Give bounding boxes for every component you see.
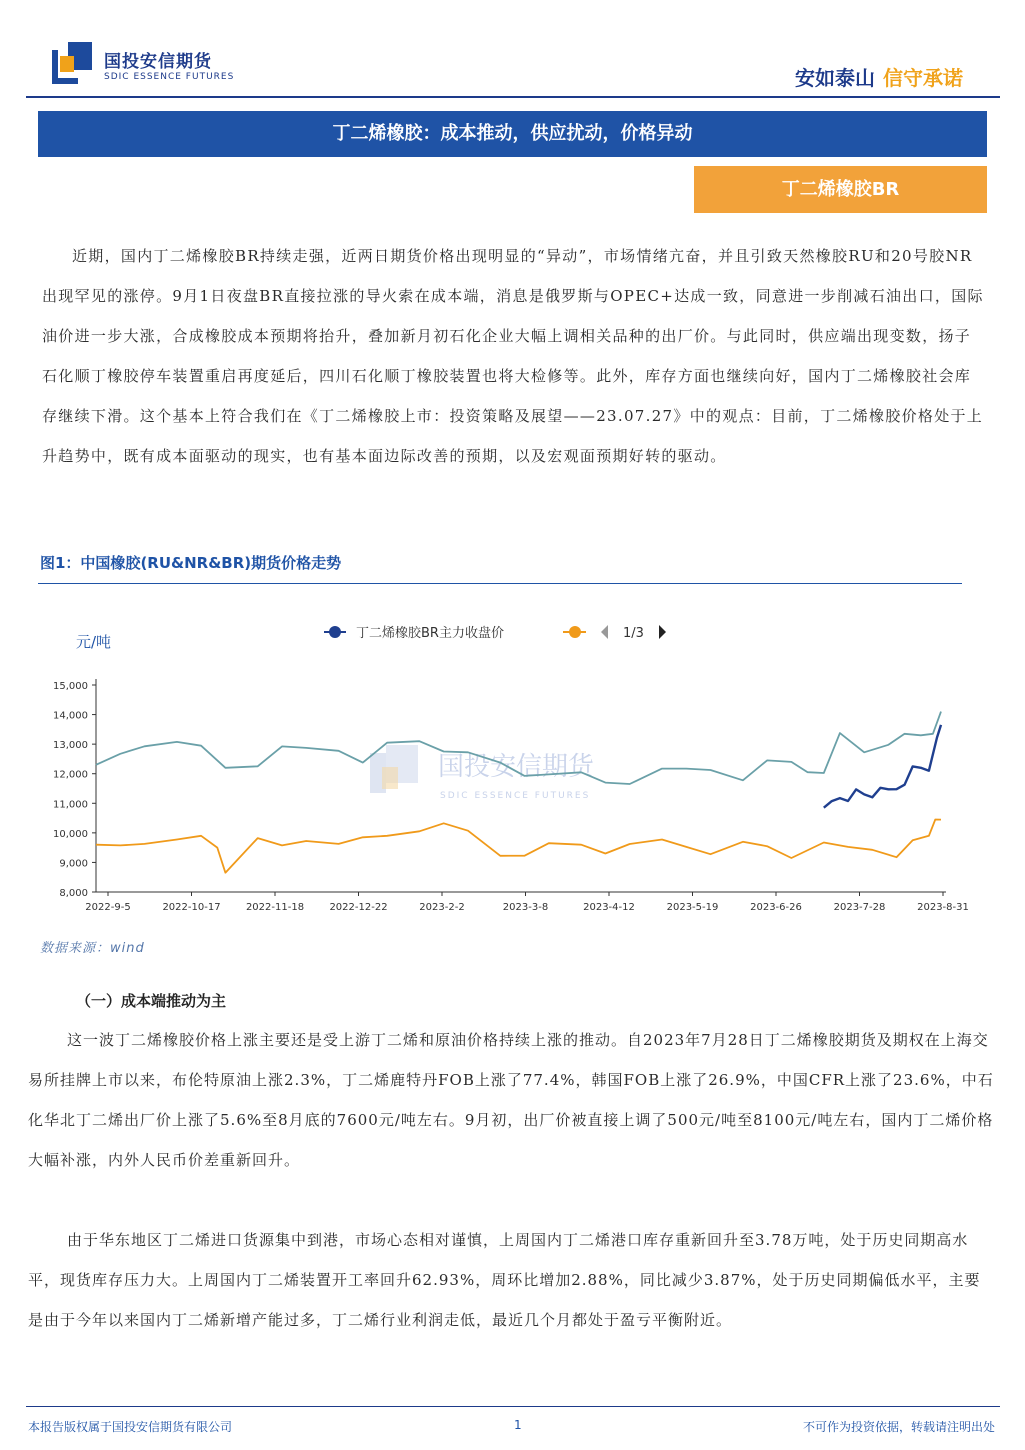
y-tick-label: 12,000 <box>53 769 88 781</box>
y-tick-label: 11,000 <box>53 799 88 811</box>
price-chart <box>36 605 969 925</box>
report-title: 丁二烯橡胶：成本推动，供应扰动，价格异动 <box>38 111 987 157</box>
page-number: 1 <box>514 1418 522 1432</box>
legend-page-indicator: 1/3 <box>623 626 644 641</box>
cost-paragraph: 这一波丁二烯橡胶价格上涨主要还是受上游丁二烯和原油价格持续上涨的推动。自2023年7月28日丁二烯橡胶期货及期权在上海交易所挂牌上市以来，布伦特原油上涨2.3%，丁二烯鹿特丹FOB上涨了77.4%，韩国FOB上涨了26.9%，中国CFR上涨了23.6%，中石化华北丁二烯出厂价上涨了5.6%至8月底的7600元/吨左右。9月初，出厂价被直接上调了500元/吨至8100元/吨左右，国内丁二烯价格大幅补涨，内外人民币价差重新回升。 <box>28 1031 994 1169</box>
x-tick-label: 2022-11-18 <box>245 902 305 913</box>
figure-caption: 图1：中国橡胶(RU&NR&BR)期货价格走势 <box>40 554 342 572</box>
slogan-part-2: 信守承诺 <box>883 66 963 90</box>
y-tick-label: 9,000 <box>59 858 88 870</box>
series-line-2 <box>96 820 941 873</box>
logo-text-en: SDIC ESSENCE FUTURES <box>104 72 235 82</box>
x-tick-label: 2023-2-2 <box>419 902 465 913</box>
x-tick-label: 2023-5-19 <box>666 902 719 913</box>
x-tick-label: 2023-3-8 <box>502 902 549 913</box>
legend-next-icon[interactable] <box>659 625 666 639</box>
legend-label-br: 丁二烯橡胶BR主力收盘价 <box>356 626 504 641</box>
x-tick-label: 2022-9-5 <box>85 902 131 913</box>
section-heading: （一）成本端推动为主 <box>76 992 227 1010</box>
y-axis-unit: 元/吨 <box>76 633 112 651</box>
topic-tag: 丁二烯橡胶BR <box>694 166 987 213</box>
slogan-part-1: 安如泰山 <box>795 66 875 90</box>
y-tick-label: 10,000 <box>53 828 88 840</box>
header-divider <box>26 96 1000 98</box>
x-tick-label: 2023-7-28 <box>833 902 886 913</box>
watermark-text-en: SDIC ESSENCE FUTURES <box>440 791 591 801</box>
series-line-0 <box>824 725 941 808</box>
page-header <box>0 0 1025 100</box>
legend-marker-br <box>329 626 341 638</box>
x-tick-label: 2023-8-31 <box>917 902 969 913</box>
y-tick-label: 8,000 <box>59 888 88 899</box>
legend-prev-icon[interactable] <box>601 625 608 639</box>
series-line-1 <box>96 712 941 784</box>
logo-text-cn: 国投安信期货 <box>104 52 212 72</box>
x-tick-label: 2022-10-17 <box>162 902 221 913</box>
footer-divider <box>26 1406 1000 1407</box>
x-tick-label: 2022-12-22 <box>329 902 388 913</box>
y-tick-label: 13,000 <box>53 740 88 752</box>
x-tick-label: 2023-4-12 <box>583 902 635 913</box>
supply-paragraph: 由于华东地区丁二烯进口货源集中到港，市场心态相对谨慎，上周国内丁二烯港口库存重新回升至3.78万吨，处于历史同期高水平，现货库存压力大。上周国内丁二烯装置开工率回升62.93%，周环比增加2.88%，同比减少3.87%，处于历史同期偏低水平，主要是由于今年以来国内丁二烯新增产能过多，丁二烯行业利润走低，最近几个月都处于盈亏平衡附近。 <box>28 1231 981 1329</box>
intro-paragraph: 近期，国内丁二烯橡胶BR持续走强，近两日期货价格出现明显的“异动”，市场情绪亢奋，并且引致天然橡胶RU和20号胶NR出现罕见的涨停。9月1日夜盘BR直接拉涨的导火索在成本端，消息是俄罗斯与OPEC+达成一致，同意进一步削减石油出口，国际油价进一步大涨，合成橡胶成本预期将抬升，叠加新月初石化企业大幅上调相关品种的出厂价。与此同时，供应端出现变数，扬子石化顺丁橡胶停车装置重启再度延后，四川石化顺丁橡胶装置也将大检修等。此外，库存方面也继续向好，国内丁二烯橡胶社会库存继续下滑。这个基本上符合我们在《丁二烯橡胶上市：投资策略及展望——23.07.27》中的观点：目前，丁二烯橡胶价格处于上升趋势中，既有成本面驱动的现实，也有基本面边际改善的预期，以及宏观面预期好转的驱动。 <box>42 247 984 465</box>
slogan <box>795 62 963 91</box>
watermark-text: 国投安信期货 <box>438 752 595 782</box>
company-logo <box>52 42 96 86</box>
footer-disclaimer: 不可作为投资依据，转载请注明出处 <box>802 1420 995 1434</box>
chart-legend <box>324 625 666 641</box>
x-tick-label: 2023-6-26 <box>750 902 802 913</box>
data-source: 数据来源：wind <box>40 941 145 956</box>
y-tick-label: 14,000 <box>53 710 88 722</box>
legend-marker-2 <box>569 626 581 638</box>
figure-divider <box>38 583 962 584</box>
y-tick-label: 15,000 <box>53 681 88 692</box>
price-chart-svg <box>36 605 969 925</box>
footer-copyright: 本报告版权属于国投安信期货有限公司 <box>28 1420 233 1434</box>
